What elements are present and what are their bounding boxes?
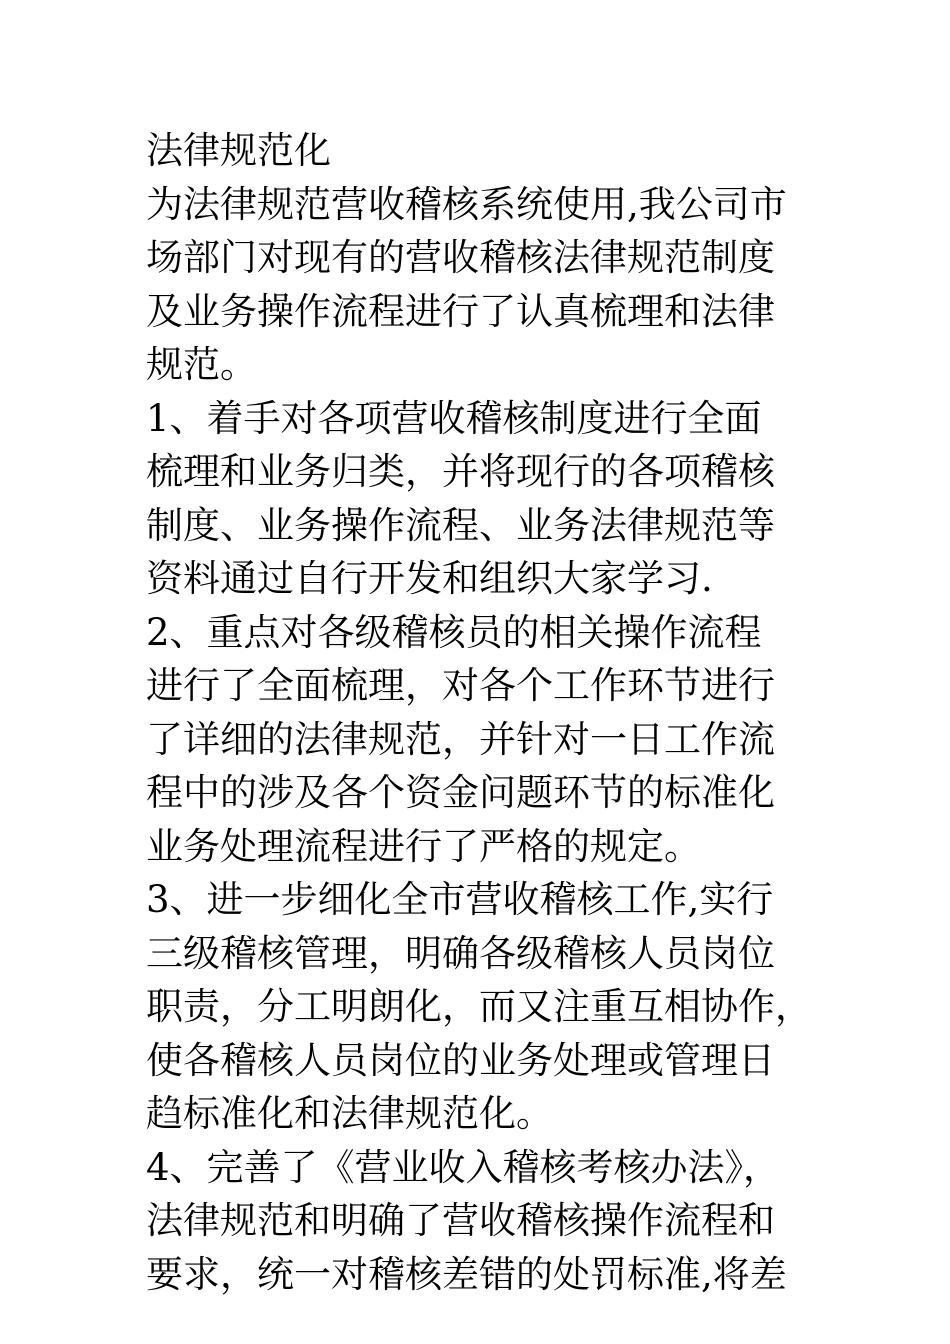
document-body [146, 124, 826, 1301]
text-line: 为法律规范营收稽核系统使用,我公司市 [146, 182, 787, 226]
text-line: 法律规范和明确了营收稽核操作流程和 [146, 1199, 775, 1242]
text-line: 使各稽核人员岗位的业务处理或管理日 [146, 1038, 775, 1082]
text-line: 资料通过自行开发和组织大家学习. [146, 557, 713, 600]
text-line: 梳理和业务归类，并将现行的各项稽核 [146, 450, 775, 493]
text-line: 3、进一步细化全市营收稽核工作,实行 [146, 878, 774, 921]
text-line: 了详细的法律规范，并针对一日工作流 [146, 717, 775, 761]
text-line: 要求，统一对稽核差错的处罚标准,将差 [146, 1252, 787, 1296]
text-line: 4、完善了《营业收入稽核考核办法》， [146, 1145, 781, 1189]
text-line: 制度、业务操作流程、业务法律规范等 [146, 503, 775, 547]
document-title: 法律规范化 [146, 129, 331, 172]
text-line: 2、重点对各级稽核员的相关操作流程 [146, 610, 762, 654]
text-line: 场部门对现有的营收稽核法律规范制度 [146, 236, 775, 279]
text-line: 业务处理流程进行了严格的规定。 [146, 824, 701, 868]
text-line: 职责，分工明朗化，而又注重互相协作， [146, 985, 812, 1028]
text-line: 进行了全面梳理，对各个工作环节进行 [146, 664, 775, 707]
text-line: 规范。 [146, 343, 257, 386]
text-line: 趋标准化和法律规范化。 [146, 1092, 553, 1135]
text-line: 程中的涉及各个资金问题环节的标准化 [146, 771, 775, 814]
text-line: 三级稽核管理，明确各级稽核人员岗位 [146, 931, 775, 975]
text-line: 及业务操作流程进行了认真梳理和法律 [146, 289, 775, 333]
text-line: 1、着手对各项营收稽核制度进行全面 [146, 396, 762, 440]
